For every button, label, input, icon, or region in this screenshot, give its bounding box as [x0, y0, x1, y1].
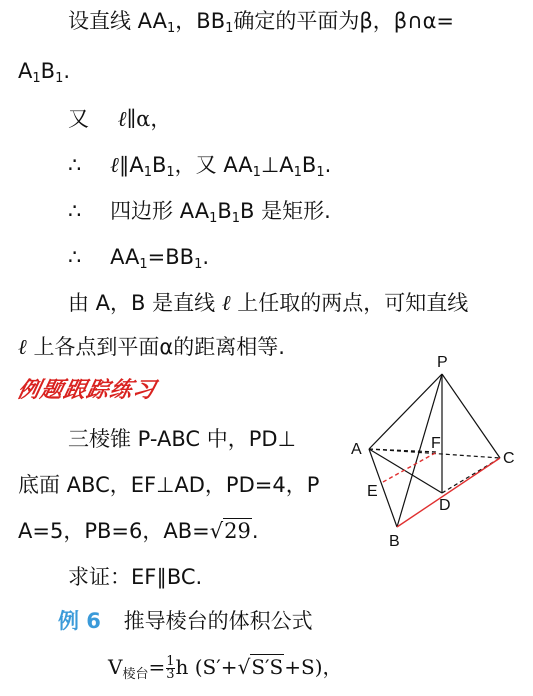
sub: 1 — [143, 165, 152, 180]
sqrt-sign: √ — [237, 655, 251, 679]
sub: 1 — [252, 165, 261, 180]
line5-d: B 是矩形. — [240, 199, 331, 223]
line6-d: . — [202, 245, 210, 269]
formula-sub: 棱台 — [122, 667, 149, 682]
formula-h: h (S′+ — [175, 655, 238, 679]
label-F: F — [431, 435, 441, 452]
sqrt-value: 29 — [224, 519, 251, 543]
line4-e: ⊥A — [260, 153, 294, 177]
ell-symbol: ℓ — [18, 335, 27, 359]
line5-c: B — [217, 199, 232, 223]
line7-a: 由 A，B 是直线 — [68, 291, 216, 315]
edge-AD — [369, 449, 442, 493]
line1-part-a: 设直线 AA — [68, 9, 167, 33]
frac-num: 1 — [166, 654, 175, 669]
problem-line-1 — [68, 424, 296, 454]
sub: 1 — [32, 71, 41, 86]
fraction — [166, 656, 174, 681]
line2-c: . — [63, 59, 71, 83]
label-P: P — [437, 354, 448, 371]
line1-part-c: 确定的平面为β，β∩α= — [233, 9, 455, 33]
line7-b: 上任取的两点，可知直线 — [237, 291, 469, 315]
sub: 1 — [166, 165, 175, 180]
problem-text: . — [251, 519, 259, 543]
problem-line-4 — [68, 562, 202, 592]
therefore-symbol: ∴ — [68, 153, 82, 177]
text-line-8 — [18, 332, 285, 362]
ell-symbol: ℓ — [110, 153, 119, 177]
line4-b: ∥A — [118, 153, 144, 177]
pyramid-diagram — [345, 350, 525, 550]
example-line — [58, 606, 313, 636]
line1-part-b: ，BB — [175, 9, 226, 33]
sub: 1 — [316, 165, 325, 180]
sub: 1 — [225, 21, 234, 36]
segment-EF-red — [383, 452, 437, 482]
sub: 1 — [209, 211, 218, 226]
edge-AF-dashed — [369, 449, 437, 452]
text-line-5 — [68, 196, 331, 226]
edge-BC-red — [397, 458, 500, 527]
text-line-6 — [68, 242, 209, 272]
sub: 1 — [194, 257, 203, 272]
line5-b: 四边形 AA — [110, 199, 210, 223]
formula-sqrt: S′S — [251, 655, 284, 679]
problem-text: A=5，PB=6，AB= — [18, 519, 210, 543]
label-D: D — [439, 497, 451, 514]
formula-v: V — [108, 655, 123, 679]
problem-line-2 — [18, 470, 319, 500]
example-label: 例 6 — [58, 609, 101, 633]
label-B: B — [389, 533, 400, 550]
sub: 1 — [293, 165, 302, 180]
text-line-7 — [68, 288, 468, 318]
label-A: A — [351, 441, 362, 458]
problem-line-3 — [18, 516, 259, 546]
formula-line — [108, 652, 343, 682]
text-line-3 — [68, 104, 171, 134]
text-line-2 — [18, 56, 70, 86]
therefore-symbol: ∴ — [68, 245, 82, 269]
example-title: 推导棱台的体积公式 — [123, 609, 313, 633]
label-C: C — [503, 450, 515, 467]
ell-symbol: ℓ — [117, 107, 127, 131]
sub: 1 — [139, 257, 148, 272]
text-line-1 — [68, 6, 454, 36]
edge-PC — [442, 374, 500, 458]
line4-c: B — [151, 153, 167, 177]
formula-eq: = — [148, 655, 166, 679]
problem-text: 求证：EF∥BC. — [68, 565, 203, 589]
ell-symbol: ℓ — [221, 291, 231, 315]
problem-text: 三棱锥 P-ABC 中，PD⊥ — [68, 427, 296, 451]
therefore-symbol: ∴ — [68, 199, 82, 223]
sqrt-sign: √ — [209, 519, 224, 543]
line3-b: ∥α， — [126, 107, 172, 131]
line4-g: . — [324, 153, 332, 177]
line2-b: B — [40, 59, 56, 83]
text-line-4 — [68, 150, 331, 180]
line4-d: ，又 AA — [174, 153, 253, 177]
line2-a: A — [18, 59, 33, 83]
problem-text: 底面 ABC，EF⊥AD，PD=4，P — [18, 473, 320, 497]
formula-end: +S)， — [284, 655, 343, 679]
line8-b: 上各点到平面α的距离相等. — [33, 335, 285, 359]
sub: 1 — [231, 211, 241, 226]
label-E: E — [367, 483, 378, 500]
sub: 1 — [55, 71, 64, 86]
sub: 1 — [167, 21, 176, 36]
line6-b: AA — [110, 245, 140, 269]
line4-f: B — [301, 153, 317, 177]
line3-a: 又 — [68, 107, 89, 131]
section-heading: 例题跟踪练习 — [14, 377, 159, 403]
frac-den: 3 — [166, 667, 175, 682]
line6-c: =BB — [147, 245, 195, 269]
